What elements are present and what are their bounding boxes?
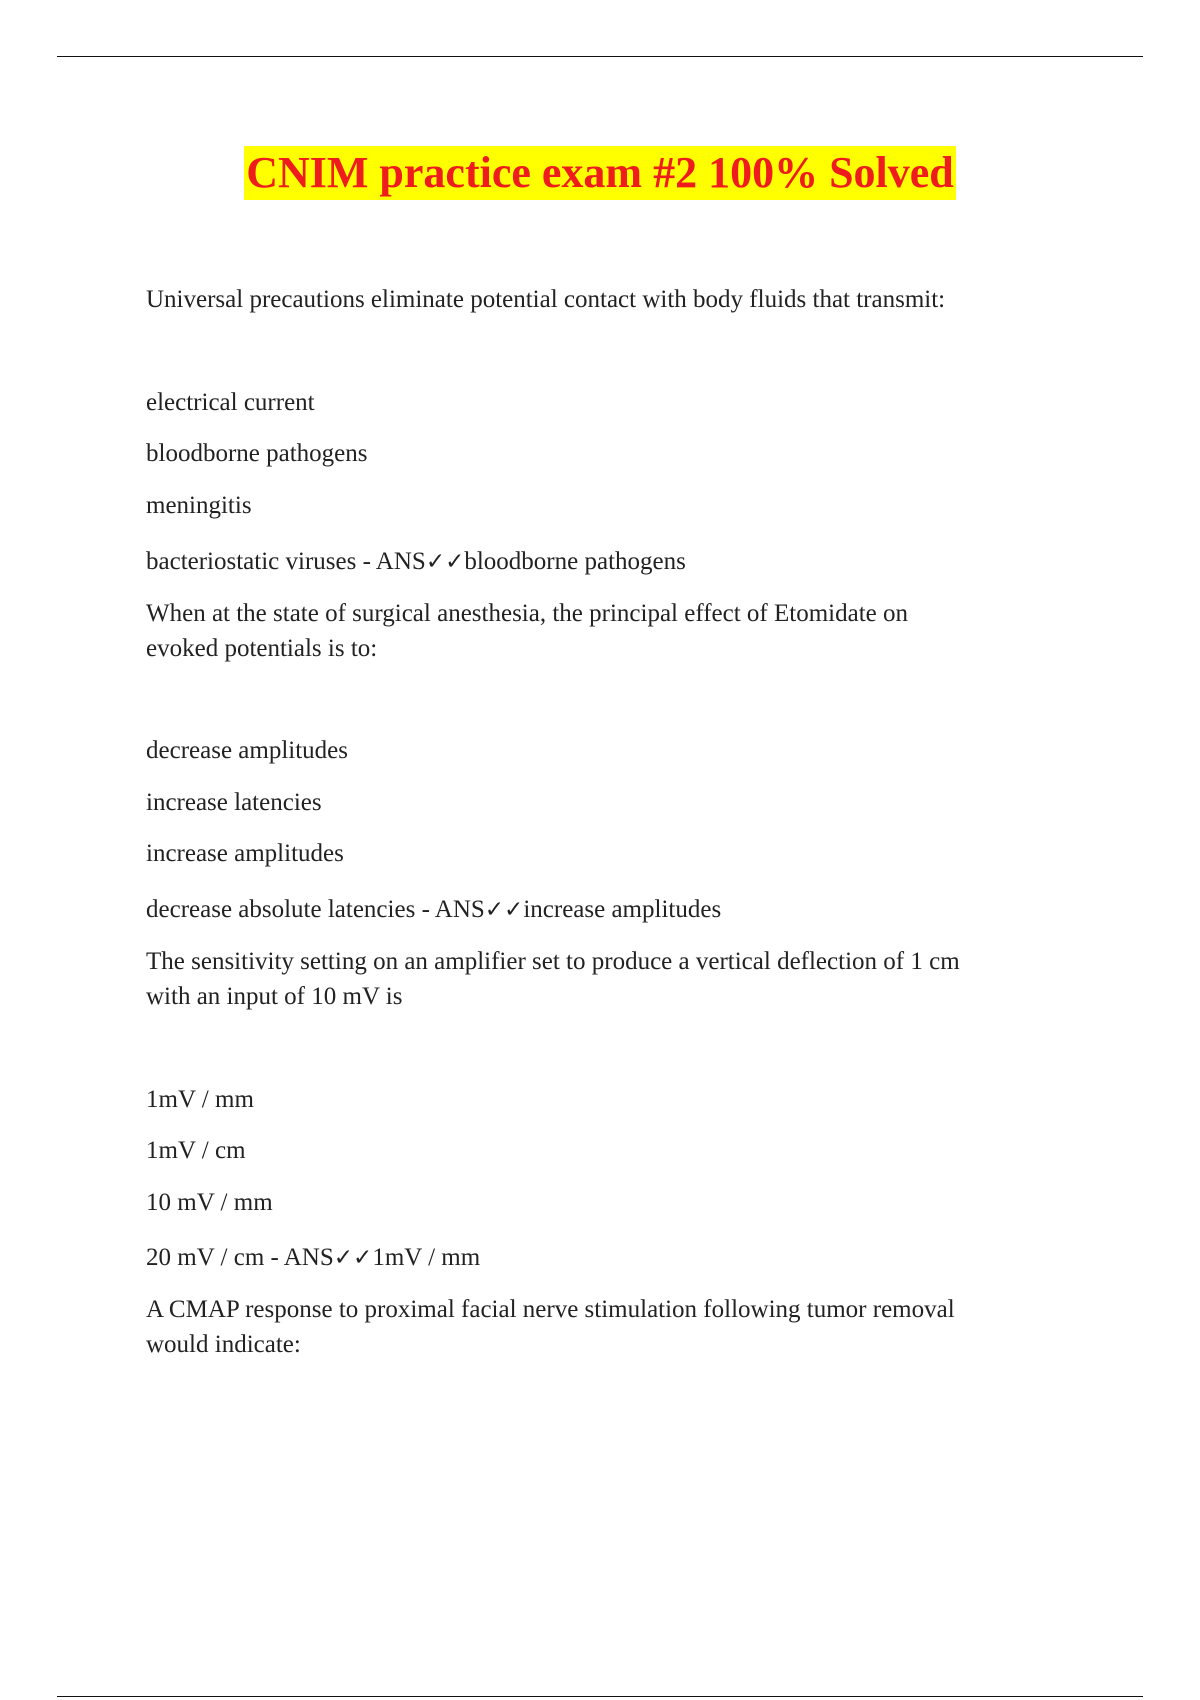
check-marks-icon: ✓✓	[425, 549, 465, 575]
question-2-option-2: increase latencies	[146, 789, 322, 816]
question-2-prompt-line-1: When at the state of surgical anesthesia, the principal effect of Etomidate on	[146, 600, 908, 627]
question-3-answer-line: 20 mV / cm - ANS✓✓1mV / mm	[146, 1244, 481, 1271]
question-2-option-4: decrease absolute latencies	[146, 896, 416, 923]
question-3-prompt-line-2: with an input of 10 mV is	[146, 983, 403, 1010]
question-4-prompt-line-1: A CMAP response to proximal facial nerve stimulation following tumor removal	[146, 1296, 955, 1323]
question-4-prompt-line-2: would indicate:	[146, 1331, 301, 1358]
answer-prefix: ANS	[434, 896, 485, 923]
question-1-answer-line: bacteriostatic viruses - ANS✓✓bloodborne pathogens	[146, 548, 686, 575]
question-1-option-2: bloodborne pathogens	[146, 440, 368, 467]
check-marks-icon: ✓✓	[484, 897, 524, 923]
question-1-prompt: Universal precautions eliminate potential contact with body fluids that transmit:	[146, 286, 946, 313]
title-container	[0, 146, 1200, 200]
question-2-answer-line: decrease absolute latencies - ANS✓✓increase amplitudes	[146, 896, 722, 923]
question-3-answer: 1mV / mm	[372, 1244, 481, 1271]
question-3-option-2: 1mV / cm	[146, 1137, 246, 1164]
question-2-prompt-line-2: evoked potentials is to:	[146, 635, 378, 662]
check-marks-icon: ✓✓	[333, 1245, 373, 1271]
answer-prefix: ANS	[375, 548, 426, 575]
question-2-option-1: decrease amplitudes	[146, 737, 348, 764]
question-1-option-4: bacteriostatic viruses	[146, 548, 357, 575]
question-1-answer: bloodborne pathogens	[464, 548, 686, 575]
question-3-option-3: 10 mV / mm	[146, 1189, 273, 1216]
document-title: CNIM practice exam #2 100% Solved	[244, 146, 956, 200]
question-1-option-1: electrical current	[146, 389, 315, 416]
question-2-answer: increase amplitudes	[523, 896, 722, 923]
header-rule	[57, 56, 1143, 57]
question-3-option-1: 1mV / mm	[146, 1086, 254, 1113]
question-3-prompt-line-1: The sensitivity setting on an amplifier set to produce a vertical deflection of 1 cm	[146, 948, 960, 975]
footer-rule	[57, 1696, 1143, 1697]
question-2-option-3: increase amplitudes	[146, 840, 344, 867]
question-1-option-3: meningitis	[146, 492, 252, 519]
question-3-option-4: 20 mV / cm	[146, 1244, 265, 1271]
answer-prefix: ANS	[283, 1244, 334, 1271]
